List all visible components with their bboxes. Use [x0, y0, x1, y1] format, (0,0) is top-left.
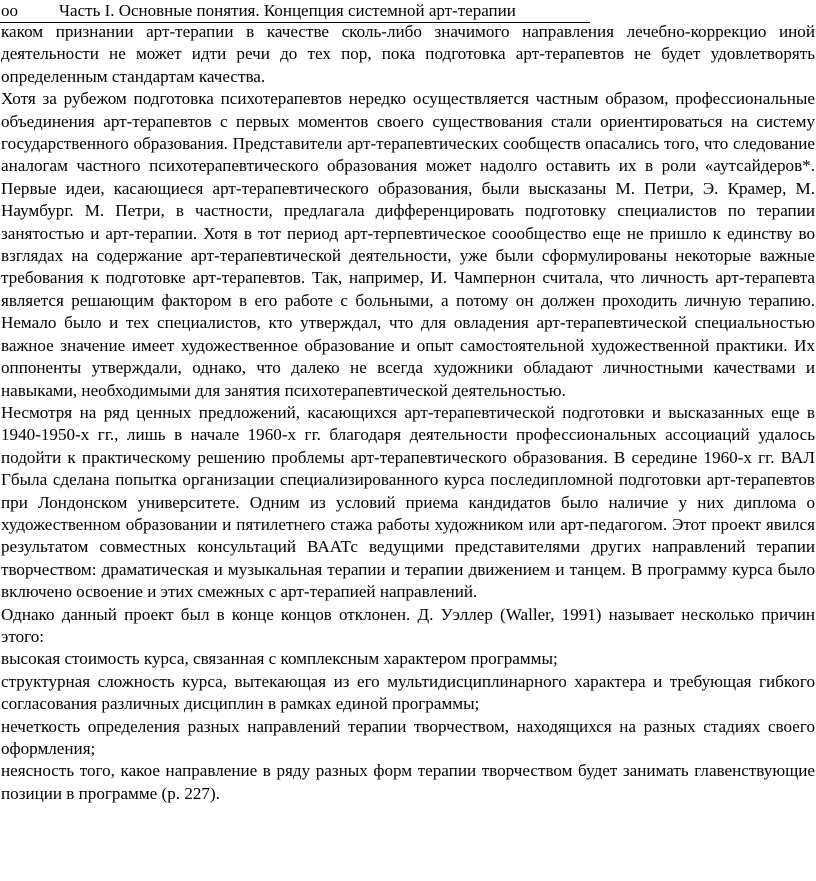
body-text: [1, 21, 815, 805]
page-number: оо: [1, 1, 18, 20]
paragraph-continuation: каком признании арт-терапии в качестве сколь-либо значимого направления лечебно-коррекцио иной деятельности не может идти речи до тех пор, пока подготовка арт-терапевтов не будет удовлетворять определенным стандартам качества.: [1, 22, 815, 86]
reason-item-complexity: структурная сложность курса, вытекающая из его мультидисциплинарного характера и требующая гибкого согласования различных дисциплин в рамках единой программы;: [1, 671, 815, 714]
reason-item-priority: неясность того, какое направление в ряду разных форм терапии творчеством будет занимать главенствующие позиции в программе (р. 227).: [1, 761, 815, 803]
paragraph-1960s-course: Несмотря на ряд ценных предложений, касающихся арт-терапевтической подготовки и высказанных еще в 1940-1950-х гг., лишь в начале 1960-х гг. благодаря деятельности профессиональных ассоциаций удалось подойти к практическому решению проблемы арт-терапевтического образования. В середине 1960-х гг. ВАЛ Гбыла сделана попытка организации специализированного курса последипломной подготовки арт-терапевтов при Лондонском университете. Одним из условий приема кандидатов было наличие у них диплома о художественном образовании и пятилетнего стажа работы художником или арт-педагогом. Этот проект явился результатом совместных консультаций ВААТс ведущими представителями других направлений терапии творчеством: драматическая и музыкальная терапии и терапии движением и танцем. В программу курса было включено освоение и этих смежных с арт-терапией направлений.: [1, 402, 815, 602]
paragraph-history: Хотя за рубежом подготовка психотерапевтов нередко осуществляется частным образом, профессиональные объединения арт-терапевтов с первых моментов своего существования стали ориентироваться на систему государственного образования. Представители арт-терапевтических сообществ опасались того, что следование аналогам частного психотерапевтического образования может надолго оставить их в роли «аутсайдеров*. Первые идеи, касающиеся арт-терапевтического образования, были высказаны М. Петри, Э. Крамер, М. Наумбург. М. Петри, в частности, предлагала дифференцировать подготовку специалистов по терапии занятостью и арт-терапии. Хотя в тот период арт-терпевтическое соообщество еще не пришло к единству во взглядах на содержание арт-терапевтической деятельности, уже были сформулированы некоторые важные требования к подготовке арт-терапевтов. Так, например, И. Чампернон считала, что личность арт-терапевта является решающим фактором в его работе с больными, а потому он должен проходить личную терапию. Немало было и тех специалистов, кто утверждал, что для овладения арт-терапевтической специальностью важное значение имеет художественное образование и опыт самостоятельной художественной практики. Их оппоненты утверждали, однако, что далеко не всегда художники обладают личностными качествами и навыками, необходимыми для занятия психотерапевтической деятельностью.: [1, 89, 815, 400]
running-header: [0, 0, 590, 23]
running-title: Часть I. Основные понятия. Концепция системной арт-терапии: [59, 1, 516, 20]
reason-item-cost: высокая стоимость курса, связанная с комплексным характером программы;: [1, 649, 558, 669]
reason-item-vagueness: нечеткость определения разных направлений терапии творчеством, находящихся на разных стадиях своего оформления;: [1, 716, 815, 758]
paragraph-rejection: Однако данный проект был в конце концов отклонен. Д. Уэллер (Waller, 1991) называет несколько причин этого:: [1, 604, 815, 646]
